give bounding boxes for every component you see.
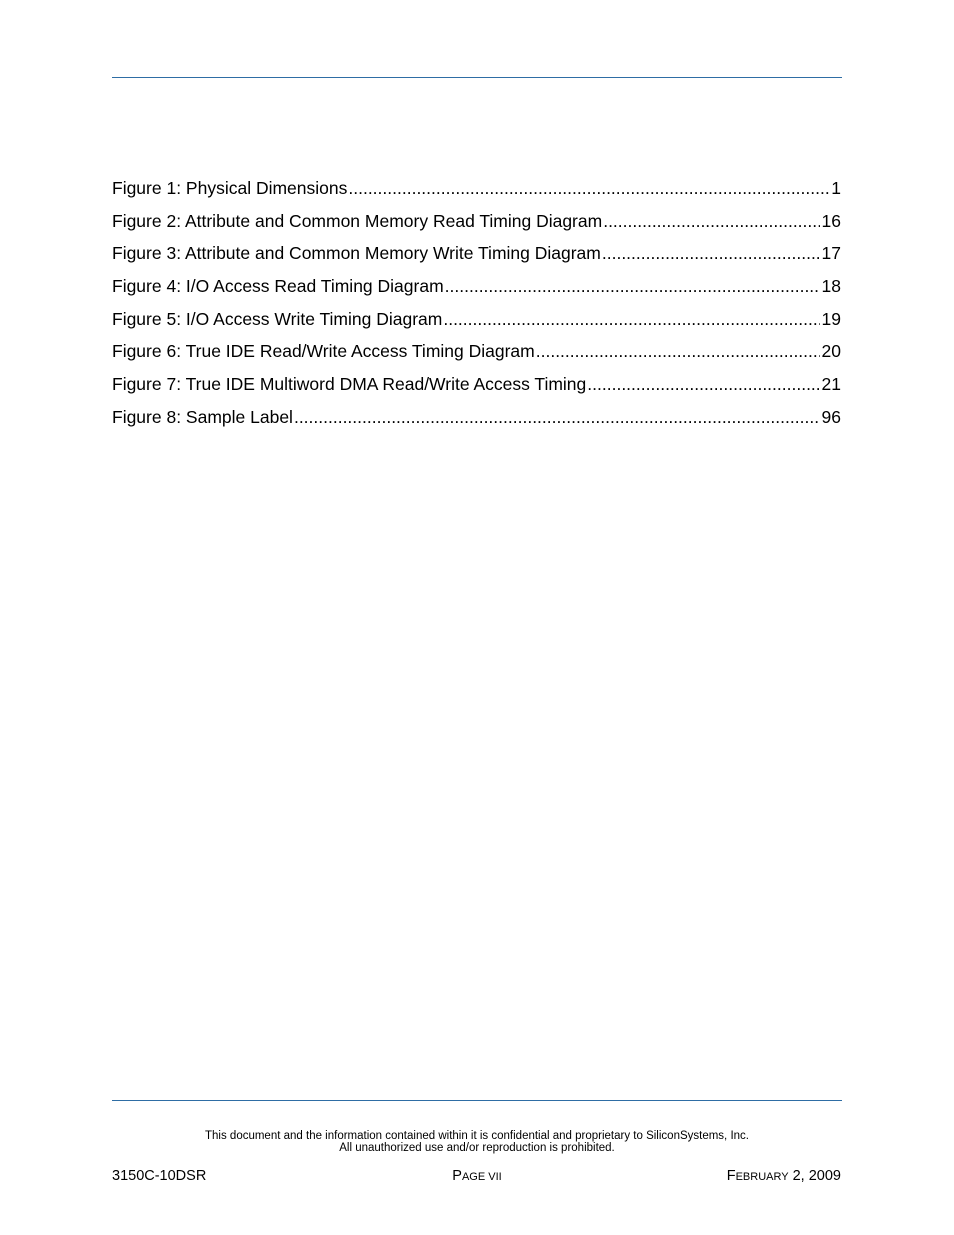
toc-entry-page: 19 <box>821 308 841 329</box>
toc-entry-page: 20 <box>821 341 841 362</box>
toc-entry-title: Figure 2: Attribute and Common Memory Read Timing Diagram <box>112 210 603 231</box>
date-day-year: 2, 2009 <box>788 1168 841 1184</box>
toc-entry-figure-8[interactable] <box>112 406 841 439</box>
toc-entry-title: Figure 4: I/O Access Read Timing Diagram <box>112 276 444 297</box>
toc-entry-title: Figure 5: I/O Access Write Timing Diagram <box>112 308 443 329</box>
toc-entry-page: 18 <box>821 276 841 297</box>
toc-entry-title: Figure 3: Attribute and Common Memory Write Timing Diagram <box>112 243 601 264</box>
toc-dot-leader <box>602 242 820 264</box>
page-label-rest: AGE VII <box>461 1171 502 1183</box>
toc-entry-figure-4[interactable] <box>112 275 841 308</box>
confidentiality-notice-line-2: All unauthorized use and/or reproduction is prohibited. <box>339 1142 615 1154</box>
toc-entry-page: 21 <box>821 374 841 395</box>
toc-entry-figure-5[interactable] <box>112 308 841 341</box>
list-of-figures <box>112 177 841 439</box>
toc-dot-leader <box>536 340 820 362</box>
document-number: 3150C-10DSR <box>112 1168 207 1184</box>
toc-entry-page: 16 <box>821 210 841 231</box>
toc-entry-figure-7[interactable] <box>112 373 841 406</box>
toc-dot-leader <box>348 177 829 199</box>
toc-dot-leader <box>445 275 820 297</box>
toc-dot-leader <box>587 373 819 395</box>
toc-entry-figure-6[interactable] <box>112 340 841 373</box>
footer-rule <box>112 1100 842 1101</box>
toc-entry-title: Figure 7: True IDE Multiword DMA Read/Write Access Timing <box>112 374 587 395</box>
toc-entry-page: 96 <box>821 406 841 427</box>
confidentiality-notice-line-1: This document and the information contained within it is confidential and proprietary to SiliconSystems, Inc. <box>205 1130 749 1142</box>
toc-entry-page: 17 <box>821 243 841 264</box>
toc-entry-title: Figure 8: Sample Label <box>112 406 293 427</box>
toc-entry-figure-1[interactable] <box>112 177 841 210</box>
date-initial: F <box>726 1168 736 1184</box>
toc-entry-title: Figure 6: True IDE Read/Write Access Timing Diagram <box>112 341 535 362</box>
toc-dot-leader <box>294 406 820 428</box>
toc-dot-leader <box>603 210 819 232</box>
header-rule <box>112 77 842 78</box>
toc-dot-leader <box>443 308 819 330</box>
toc-entry-figure-2[interactable] <box>112 210 841 243</box>
document-date <box>727 1167 841 1186</box>
toc-entry-page: 1 <box>831 178 841 198</box>
toc-entry-title: Figure 1: Physical Dimensions <box>112 178 348 198</box>
page-label-initial: P <box>452 1168 462 1184</box>
date-month-rest: EBRUARY <box>735 1171 789 1183</box>
toc-entry-figure-3[interactable] <box>112 242 841 275</box>
